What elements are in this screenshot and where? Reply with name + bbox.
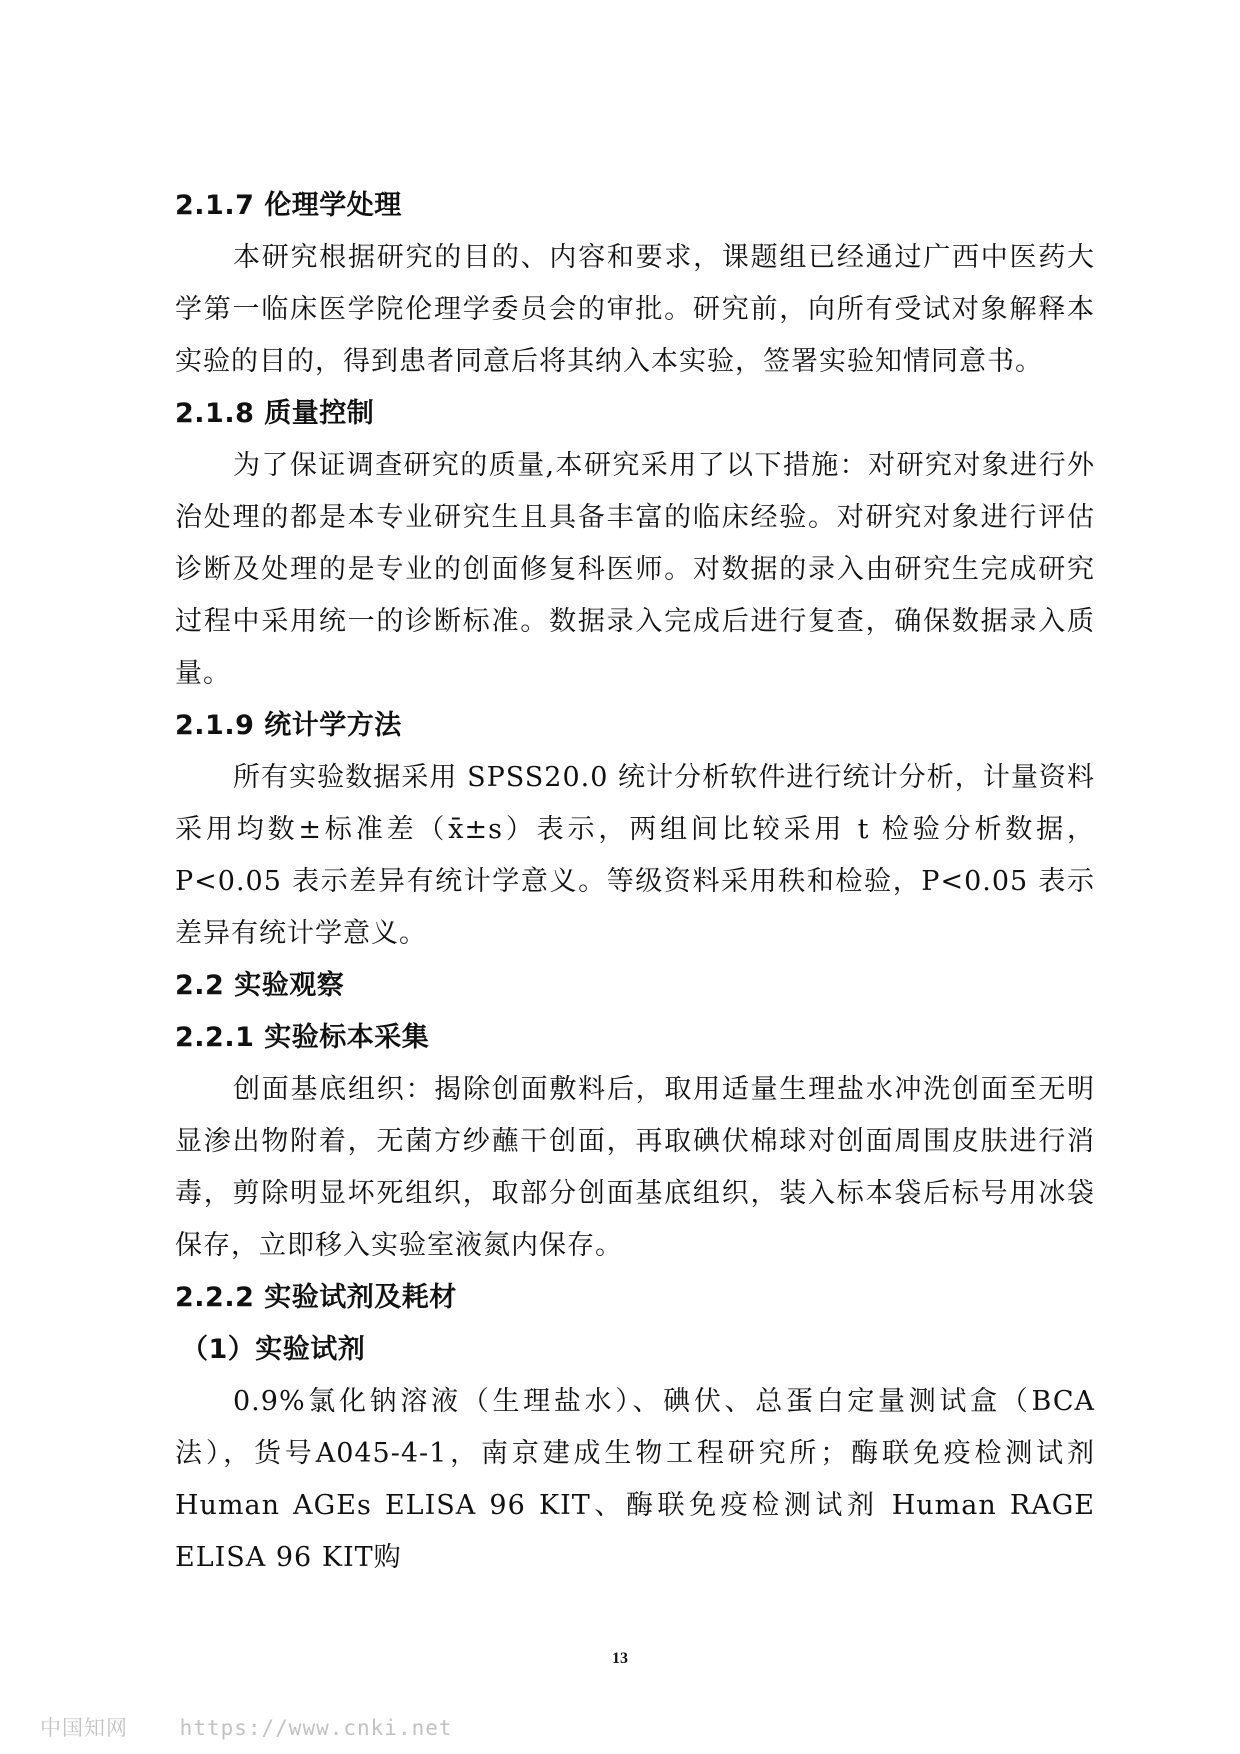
section-heading-quality-control: 2.1.8 质量控制 <box>175 398 375 429</box>
watermark-url: https://www.cnki.net <box>179 1716 453 1740</box>
paragraph-reagents: 0.9%氯化钠溶液（生理盐水）、碘伏、总蛋白定量测试盒（BCA法），货号A045-4-1，南京建成生物工程研究所；酶联免疫检测试剂 Human AGEs ELISA 96 KIT、酶联免疫检测试剂 Human RAGE ELISA 96 KIT购 <box>175 1386 1095 1573</box>
watermark-site-name: 中国知网 <box>40 1716 128 1740</box>
page-content <box>175 180 1095 1584</box>
section-heading-reagents-materials: 2.2.2 实验试剂及耗材 <box>175 1282 457 1313</box>
section-heading-ethics: 2.1.7 伦理学处理 <box>175 190 402 221</box>
paragraph-ethics: 本研究根据研究的目的、内容和要求，课题组已经通过广西中医药大学第一临床医学院伦理学委员会的审批。研究前，向所有受试对象解释本实验的目的，得到患者同意后将其纳入本实验，签署实验知情同意书。 <box>175 242 1095 377</box>
section-heading-statistics: 2.1.9 统计学方法 <box>175 710 402 741</box>
subsection-heading-reagents: （1）实验试剂 <box>181 1334 366 1365</box>
paragraph-quality-control: 为了保证调查研究的质量,本研究采用了以下措施：对研究对象进行外治处理的都是本专业研究生且具备丰富的临床经验。对研究对象进行评估诊断及处理的是专业的创面修复科医师。对数据的录入由研究生完成研究过程中采用统一的诊断标准。数据录入完成后进行复查，确保数据录入质量。 <box>175 450 1095 689</box>
watermark <box>40 1712 453 1742</box>
paragraph-statistics: 所有实验数据采用 SPSS20.0 统计分析软件进行统计分析，计量资料采用均数±标准差（x̄±s）表示，两组间比较采用 t 检验分析数据，P<0.05 表示差异有统计学意义。等级资料采用秩和检验，P<0.05 表示差异有统计学意义。 <box>175 762 1095 949</box>
section-heading-experiment-observation: 2.2 实验观察 <box>175 970 345 1001</box>
paragraph-specimen-collection: 创面基底组织：揭除创面敷料后，取用适量生理盐水冲洗创面至无明显渗出物附着，无菌方纱蘸干创面，再取碘伏棉球对创面周围皮肤进行消毒，剪除明显坏死组织，取部分创面基底组织，装入标本袋后标号用冰袋保存，立即移入实验室液氮内保存。 <box>175 1074 1095 1261</box>
page-number: 13 <box>612 1650 628 1667</box>
section-heading-specimen-collection: 2.2.1 实验标本采集 <box>175 1022 430 1053</box>
